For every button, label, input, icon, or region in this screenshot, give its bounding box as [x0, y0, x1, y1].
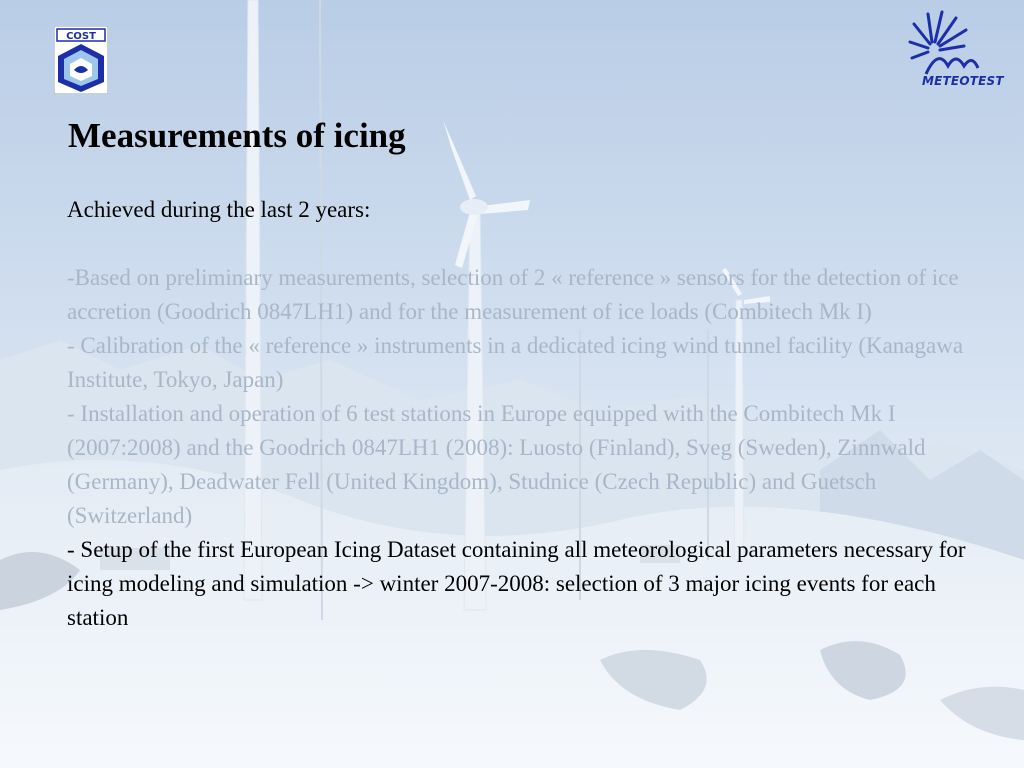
slide-title: Measurements of icing	[68, 116, 406, 155]
bullet-icing-dataset: - Setup of the first European Icing Dataset containing all meteorological parameters necessary for icing modeling and simulation -> winter 2007-2008: selection of 3 major icing events for each station	[67, 537, 966, 630]
intro-text: Achieved during the last 2 years:	[67, 197, 371, 222]
cost-logo-icon	[54, 26, 108, 94]
bullet-calibration: - Calibration of the « reference » instruments in a dedicated icing wind tunnel facility (Kanagawa Institute, Tokyo, Japan)	[67, 333, 964, 392]
slide-content	[67, 193, 977, 635]
cost-logo-text: COST	[66, 31, 96, 42]
meteotest-logo-text: METEOTEST	[922, 74, 1004, 88]
bullet-test-stations: - Installation and operation of 6 test stations in Europe equipped with the Combitech Mk I (2007:2008) and the Goodrich 0847LH1 (2008): Luosto (Finland), Sveg (Sweden), Zinnwald (Germany), Deadwater Fell (United Kingdom), Studnice (Czech Republic) and Guetsch (Switzerland)	[67, 401, 926, 528]
bullet-sensor-selection: -Based on preliminary measurements, selection of 2 « reference » sensors for the detection of ice accretion (Goodrich 0847LH1) and for the measurement of ice loads (Combitech Mk I)	[67, 265, 959, 324]
meteotest-logo	[908, 8, 1008, 94]
